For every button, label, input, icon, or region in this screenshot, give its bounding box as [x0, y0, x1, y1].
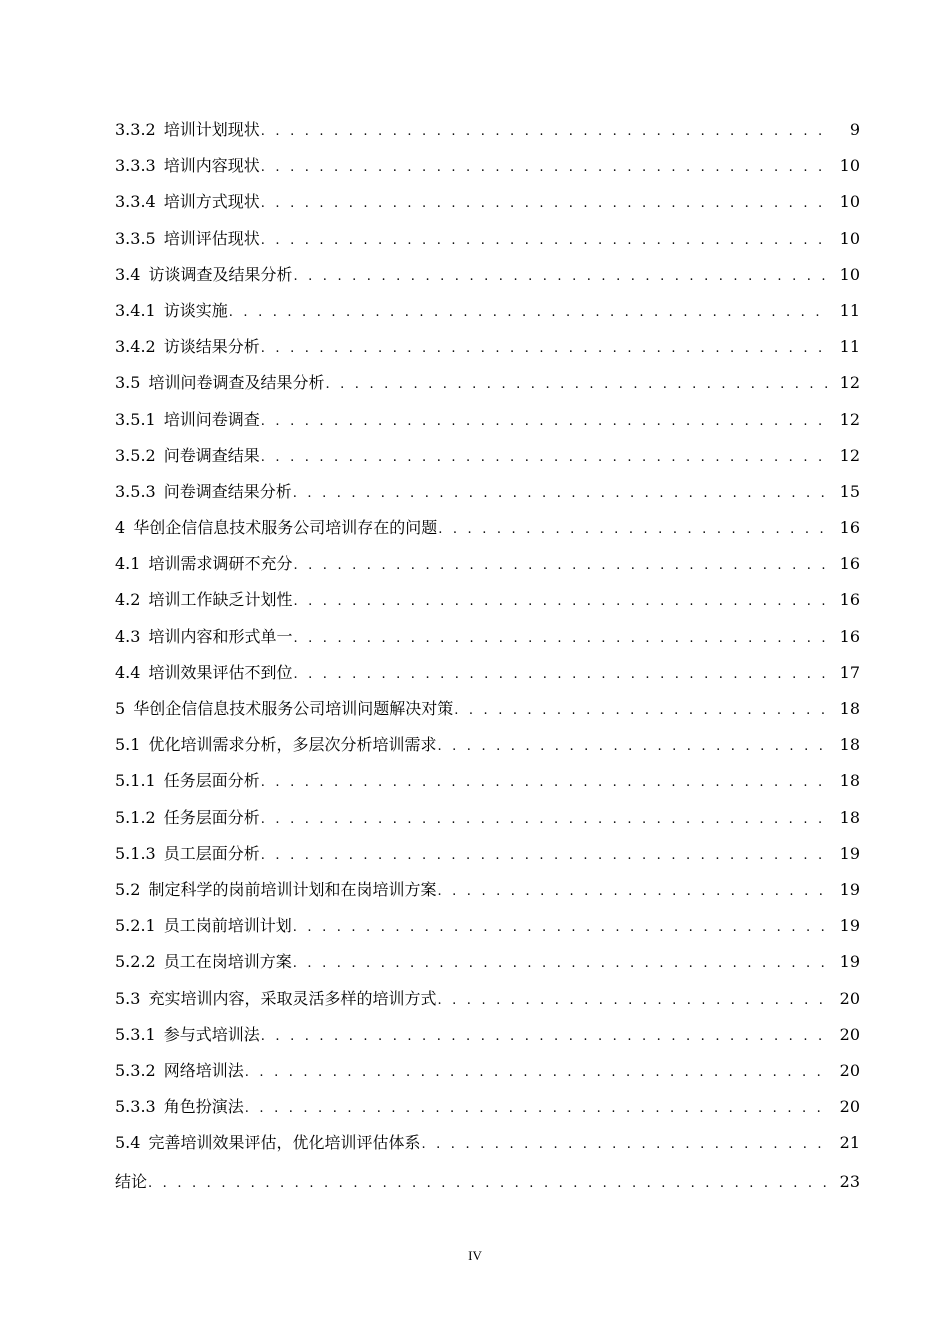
toc-entry[interactable]: [115, 1053, 860, 1089]
toc-entry[interactable]: [115, 619, 860, 655]
dot-leader: [293, 548, 829, 584]
toc-page-number: 20: [839, 1024, 860, 1044]
dot-leader: [437, 729, 829, 765]
toc-number: 4.2: [115, 590, 141, 610]
dot-leader: [293, 657, 829, 693]
toc-number: 3.5.3: [115, 481, 156, 501]
dot-leader: [421, 1127, 829, 1163]
toc-entry[interactable]: [115, 112, 860, 148]
toc-entry[interactable]: [115, 981, 860, 1017]
toc-page-number: 23: [839, 1172, 860, 1192]
toc-title: 充实培训内容，采取灵活多样的培训方式: [148, 988, 437, 1008]
page-footer-number: IV: [468, 1248, 482, 1263]
toc-title: 访谈调查及结果分析: [148, 264, 293, 284]
toc-number: 5.1.2: [115, 807, 156, 827]
dot-leader: [293, 621, 829, 657]
toc-title: 员工在岗培训方案: [163, 952, 292, 972]
toc-title: 培训内容现状: [163, 156, 260, 176]
toc-page-number: 19: [839, 952, 860, 972]
toc-page-number: 19: [839, 916, 860, 936]
toc-entry[interactable]: [115, 582, 860, 618]
toc-title: 培训问卷调查及结果分析: [148, 373, 325, 393]
toc-title: 员工岗前培训计划: [163, 916, 292, 936]
toc-title: 培训评估现状: [163, 228, 260, 248]
dot-leader: [245, 1055, 830, 1091]
dot-leader: [293, 584, 829, 620]
toc-number: 3.3.5: [115, 228, 156, 248]
dot-leader: [438, 512, 829, 548]
toc-number: 4: [115, 518, 126, 538]
dot-leader: [148, 1166, 830, 1202]
toc-number: 3.3.3: [115, 156, 156, 176]
toc-entry[interactable]: [115, 727, 860, 763]
dot-leader: [293, 476, 830, 512]
toc-number: 5.2.2: [115, 952, 156, 972]
toc-title: 华创企信信息技术服务公司培训存在的问题: [133, 518, 438, 538]
toc-number: 3.5: [115, 373, 141, 393]
dot-leader: [293, 910, 830, 946]
toc-entry[interactable]: [115, 836, 860, 872]
toc-entry[interactable]: [115, 800, 860, 836]
toc-title: 培训需求调研不充分: [148, 554, 293, 574]
toc-number: 5.3.3: [115, 1097, 156, 1117]
toc-page-number: 18: [839, 771, 860, 791]
toc-number: 4.4: [115, 662, 141, 682]
toc-title: 访谈实施: [163, 300, 228, 320]
toc-entry[interactable]: [115, 655, 860, 691]
toc-title: 培训内容和形式单一: [148, 626, 293, 646]
toc-page-number: 10: [839, 156, 860, 176]
dot-leader: [454, 693, 829, 729]
toc-title: 角色扮演法: [163, 1097, 244, 1117]
toc-title: 培训效果评估不到位: [148, 662, 293, 682]
toc-entry[interactable]: [115, 365, 860, 401]
toc-page-number: 21: [839, 1133, 860, 1153]
dot-leader: [293, 259, 829, 295]
dot-leader: [229, 295, 830, 331]
toc-entry[interactable]: [115, 402, 860, 438]
toc-number: 3.4.2: [115, 337, 156, 357]
toc-number: 3.4.1: [115, 300, 156, 320]
toc-entry[interactable]: [115, 546, 860, 582]
dot-leader: [261, 223, 830, 259]
toc-title: 访谈结果分析: [163, 337, 260, 357]
toc-number: 5.4: [115, 1133, 141, 1153]
dot-leader: [325, 367, 829, 403]
toc-page-number: 19: [839, 879, 860, 899]
toc-entry[interactable]: [115, 908, 860, 944]
toc-entry[interactable]: [115, 1089, 860, 1125]
toc-page-number: 12: [839, 409, 860, 429]
dot-leader: [261, 1019, 830, 1055]
toc-title: 培训方式现状: [163, 192, 260, 212]
toc-title: 问卷调查结果分析: [163, 481, 292, 501]
toc-page-number: 10: [839, 228, 860, 248]
dot-leader: [261, 765, 830, 801]
dot-leader: [261, 838, 830, 874]
toc-entry[interactable]: [115, 438, 860, 474]
toc-number: 3.4: [115, 264, 141, 284]
toc-number: 3.3.4: [115, 192, 156, 212]
toc-page-number: 16: [839, 518, 860, 538]
dot-leader: [261, 150, 830, 186]
toc-entry[interactable]: [115, 148, 860, 184]
dot-leader: [261, 440, 830, 476]
toc-page-number: 20: [839, 1060, 860, 1080]
toc-entry[interactable]: [115, 184, 860, 220]
toc-number: 5.3: [115, 988, 141, 1008]
dot-leader: [261, 114, 830, 150]
dot-leader: [293, 946, 830, 982]
toc-page-number: 20: [839, 988, 860, 1008]
toc-entry[interactable]: [115, 1017, 860, 1053]
toc-page-number: 9: [849, 120, 860, 139]
toc-entry[interactable]: [115, 691, 860, 727]
toc-title: 任务层面分析: [163, 771, 260, 791]
toc-entry[interactable]: [115, 257, 860, 293]
toc-number: 3.5.1: [115, 409, 156, 429]
toc-entry[interactable]: [115, 474, 860, 510]
toc-number: 5.3.2: [115, 1060, 156, 1080]
toc-title: 培训问卷调查: [163, 409, 260, 429]
toc-entry[interactable]: [115, 763, 860, 799]
toc-page-number: 18: [839, 735, 860, 755]
toc-page-number: 11: [839, 337, 860, 357]
toc-number: 4.1: [115, 554, 141, 574]
toc-number: 5.1: [115, 735, 141, 755]
toc-page-number: 18: [839, 699, 860, 718]
toc-number: 5.3.1: [115, 1024, 156, 1044]
toc-entry[interactable]: [115, 221, 860, 257]
toc-page-number: 12: [839, 373, 860, 393]
table-of-contents: [115, 112, 860, 1201]
toc-title: 培训工作缺乏计划性: [148, 590, 293, 610]
toc-number: 5.1.3: [115, 843, 156, 863]
toc-title: 员工层面分析: [163, 843, 260, 863]
toc-page-number: 17: [839, 662, 860, 682]
toc-title: 结论: [115, 1172, 148, 1192]
toc-number: 5: [115, 699, 126, 718]
toc-title: 任务层面分析: [163, 807, 260, 827]
toc-title: 问卷调查结果: [163, 445, 260, 465]
dot-leader: [261, 802, 830, 838]
dot-leader: [261, 186, 830, 222]
dot-leader: [261, 404, 830, 440]
toc-page-number: 10: [839, 192, 860, 212]
toc-number: 4.3: [115, 626, 141, 646]
toc-page-number: 16: [839, 554, 860, 574]
toc-title: 参与式培训法: [163, 1024, 260, 1044]
dot-leader: [437, 874, 829, 910]
toc-entry[interactable]: [115, 1125, 860, 1161]
dot-leader: [261, 331, 830, 367]
toc-page-number: 19: [839, 843, 860, 863]
toc-page-number: 16: [839, 626, 860, 646]
dot-leader: [245, 1091, 830, 1127]
toc-page-number: 15: [839, 481, 860, 501]
toc-page-number: 10: [839, 264, 860, 284]
toc-page-number: 18: [839, 807, 860, 827]
toc-entry[interactable]: [115, 944, 860, 980]
toc-title: 网络培训法: [163, 1060, 244, 1080]
toc-title: 培训计划现状: [163, 120, 260, 139]
toc-entry[interactable]: [115, 510, 860, 546]
toc-number: 3.3.2: [115, 120, 156, 139]
toc-entry-conclusion[interactable]: [115, 1164, 860, 1200]
toc-entry[interactable]: [115, 872, 860, 908]
toc-title: 完善培训效果评估，优化培训评估体系: [148, 1133, 421, 1153]
toc-number: 5.1.1: [115, 771, 156, 791]
toc-page-number: 20: [839, 1097, 860, 1117]
dot-leader: [437, 983, 829, 1019]
toc-entry[interactable]: [115, 293, 860, 329]
toc-page-number: 11: [839, 300, 860, 320]
toc-number: 5.2.1: [115, 916, 156, 936]
toc-number: 3.5.2: [115, 445, 156, 465]
toc-entry[interactable]: [115, 329, 860, 365]
toc-page-number: 12: [839, 445, 860, 465]
toc-title: 制定科学的岗前培训计划和在岗培训方案: [148, 879, 437, 899]
toc-number: 5.2: [115, 879, 141, 899]
toc-page-number: 16: [839, 590, 860, 610]
toc-title: 优化培训需求分析，多层次分析培训需求: [148, 735, 437, 755]
toc-title: 华创企信信息技术服务公司培训问题解决对策: [133, 699, 454, 718]
